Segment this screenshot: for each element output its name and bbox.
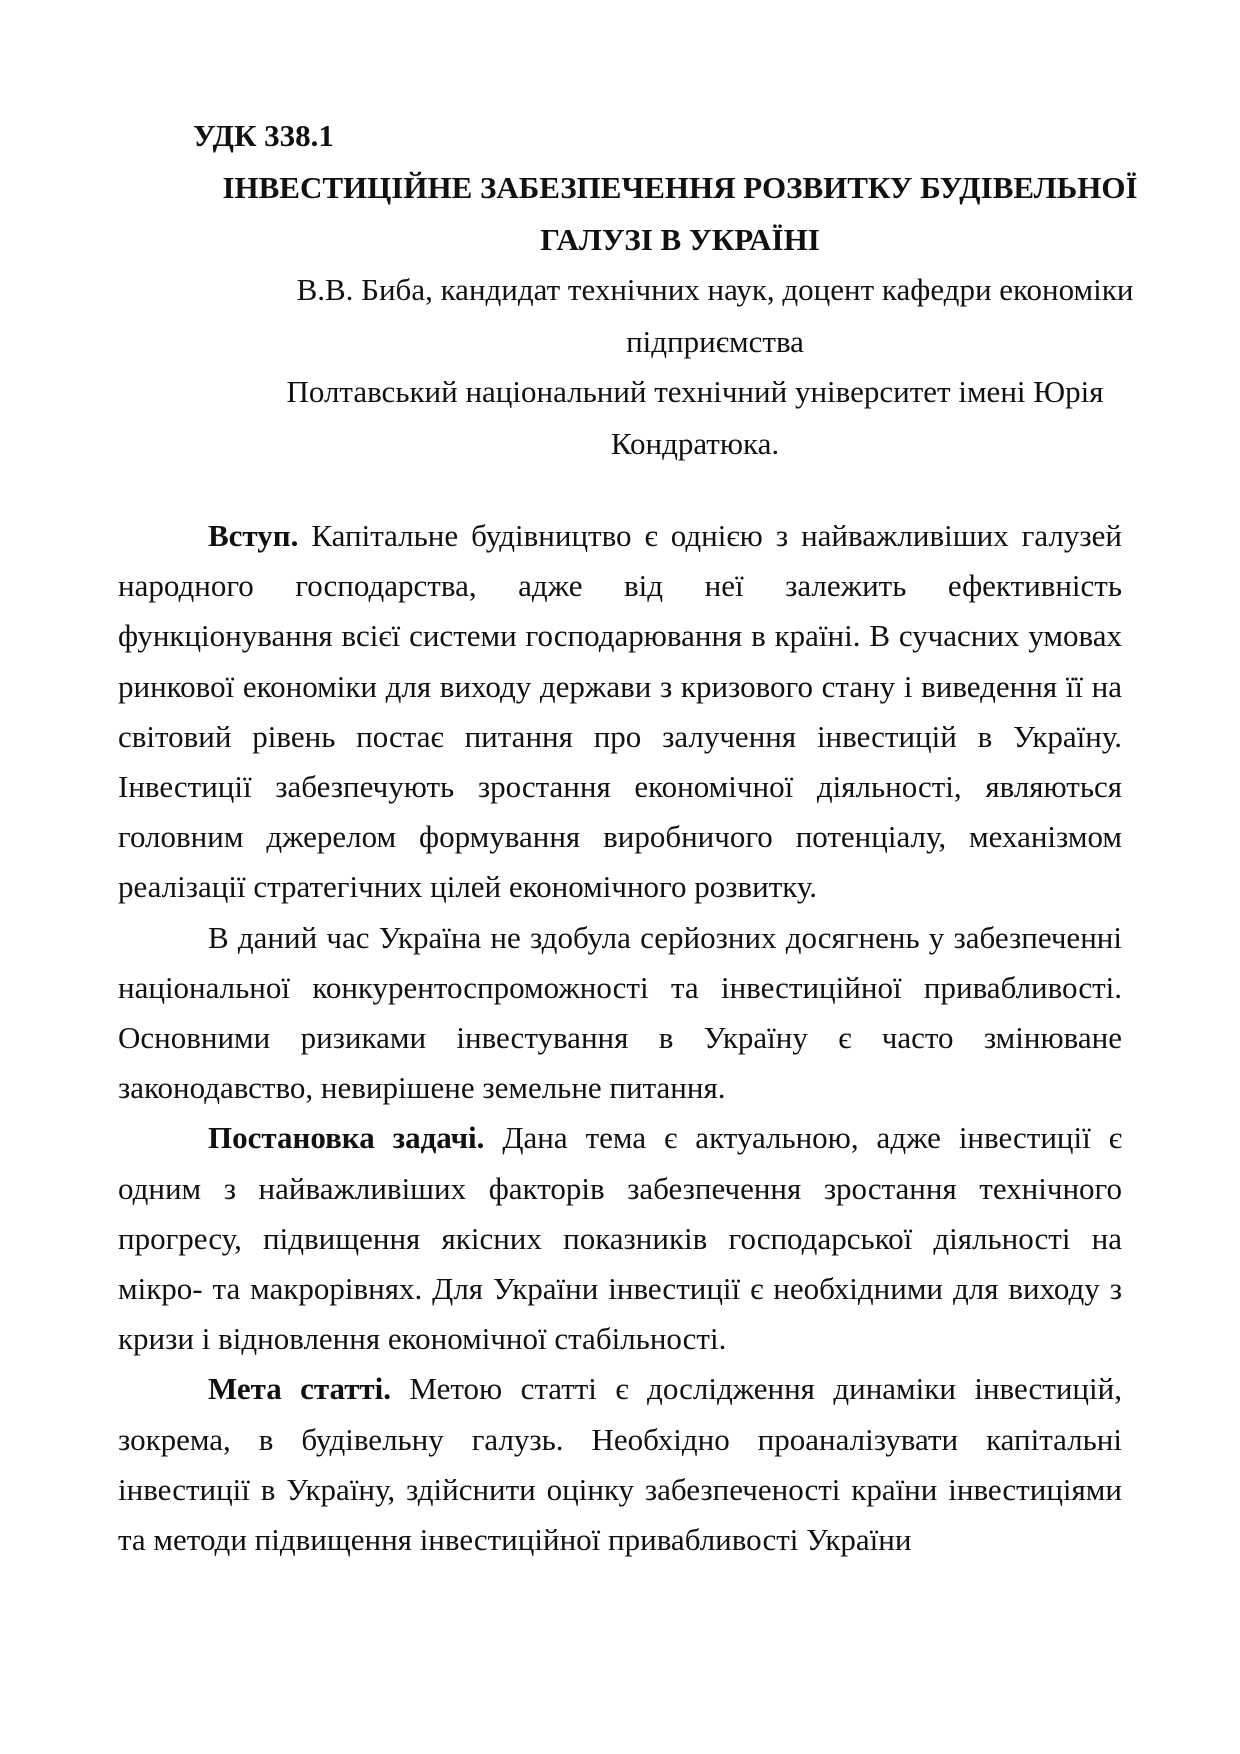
paragraph-intro [118, 511, 1122, 913]
affiliation-line-2: Кондратюка. [610, 426, 780, 461]
paragraph-intro-2: В даний час Україна не здобула серйозних досягнень у забезпеченні національної конкурентоспроможності та інвестиційної привабливості. Основними ризиками інвестування в Україну є часто змінюване законодавство, невирішене земельне питання. [118, 919, 1122, 1106]
section-label-intro: Вступ. [208, 518, 299, 553]
paragraph-goal [118, 1364, 1122, 1565]
paragraph-problem-text: Дана тема є актуальною, адже інвестиції є одним з найважливіших факторів забезпечення зростання технічного прогресу, підвищення якісних показників господарської діяльності на мікро- та макрорівнях. Для України інвестиції є необхідними для виходу з кризи і відновлення економічної стабільності. [118, 1120, 1122, 1357]
article-body [118, 511, 1122, 1565]
paragraph-intro-text: Капітальне будівництво є однією з найважливіших галузей народного господарства, адже від неї залежить ефективність функціонування всієї системи господарювання в країні. В сучасних умовах ринкової економіки для виходу держави з кризового стану і виведення її на світовий рівень постає питання про залучення інвестицій в Україну. Інвестиції забезпечують зростання економічної діяльності, являються головним джерелом формування виробничого потенціалу, механізмом реалізації стратегічних цілей економічного розвитку. [118, 518, 1122, 905]
affiliation-block [150, 366, 1150, 470]
paragraph-goal-text: Метою статті є дослідження динаміки інвестицій, зокрема, в будівельну галузь. Необхідно проаналізувати капітальні інвестиції в Україну, здійснити оцінку забезпеченості країни інвестиціями та методи підвищення інвестиційної привабливості України [118, 1371, 1122, 1558]
author-line-2: підприємства [626, 324, 804, 359]
author-line-1: В.В. Биба, кандидат технічних наук, доцент кафедри економіки [296, 272, 1134, 307]
paragraph-problem [118, 1113, 1122, 1364]
affiliation-line-1: Полтавський національний технічний університет імені Юрія [286, 374, 1104, 409]
article-title [150, 162, 1150, 266]
author-block [150, 264, 1150, 368]
article-title-line-1: ІНВЕСТИЦІЙНЕ ЗАБЕЗПЕЧЕННЯ РОЗВИТКУ БУДІВЕЛЬНОЇ [222, 170, 1138, 205]
section-label-problem: Постановка задачі. [208, 1120, 485, 1156]
article-title-line-2: ГАЛУЗІ В УКРАЇНІ [540, 222, 820, 257]
section-label-goal: Мета статті. [208, 1371, 392, 1407]
udk-code: УДК 338.1 [193, 118, 334, 153]
